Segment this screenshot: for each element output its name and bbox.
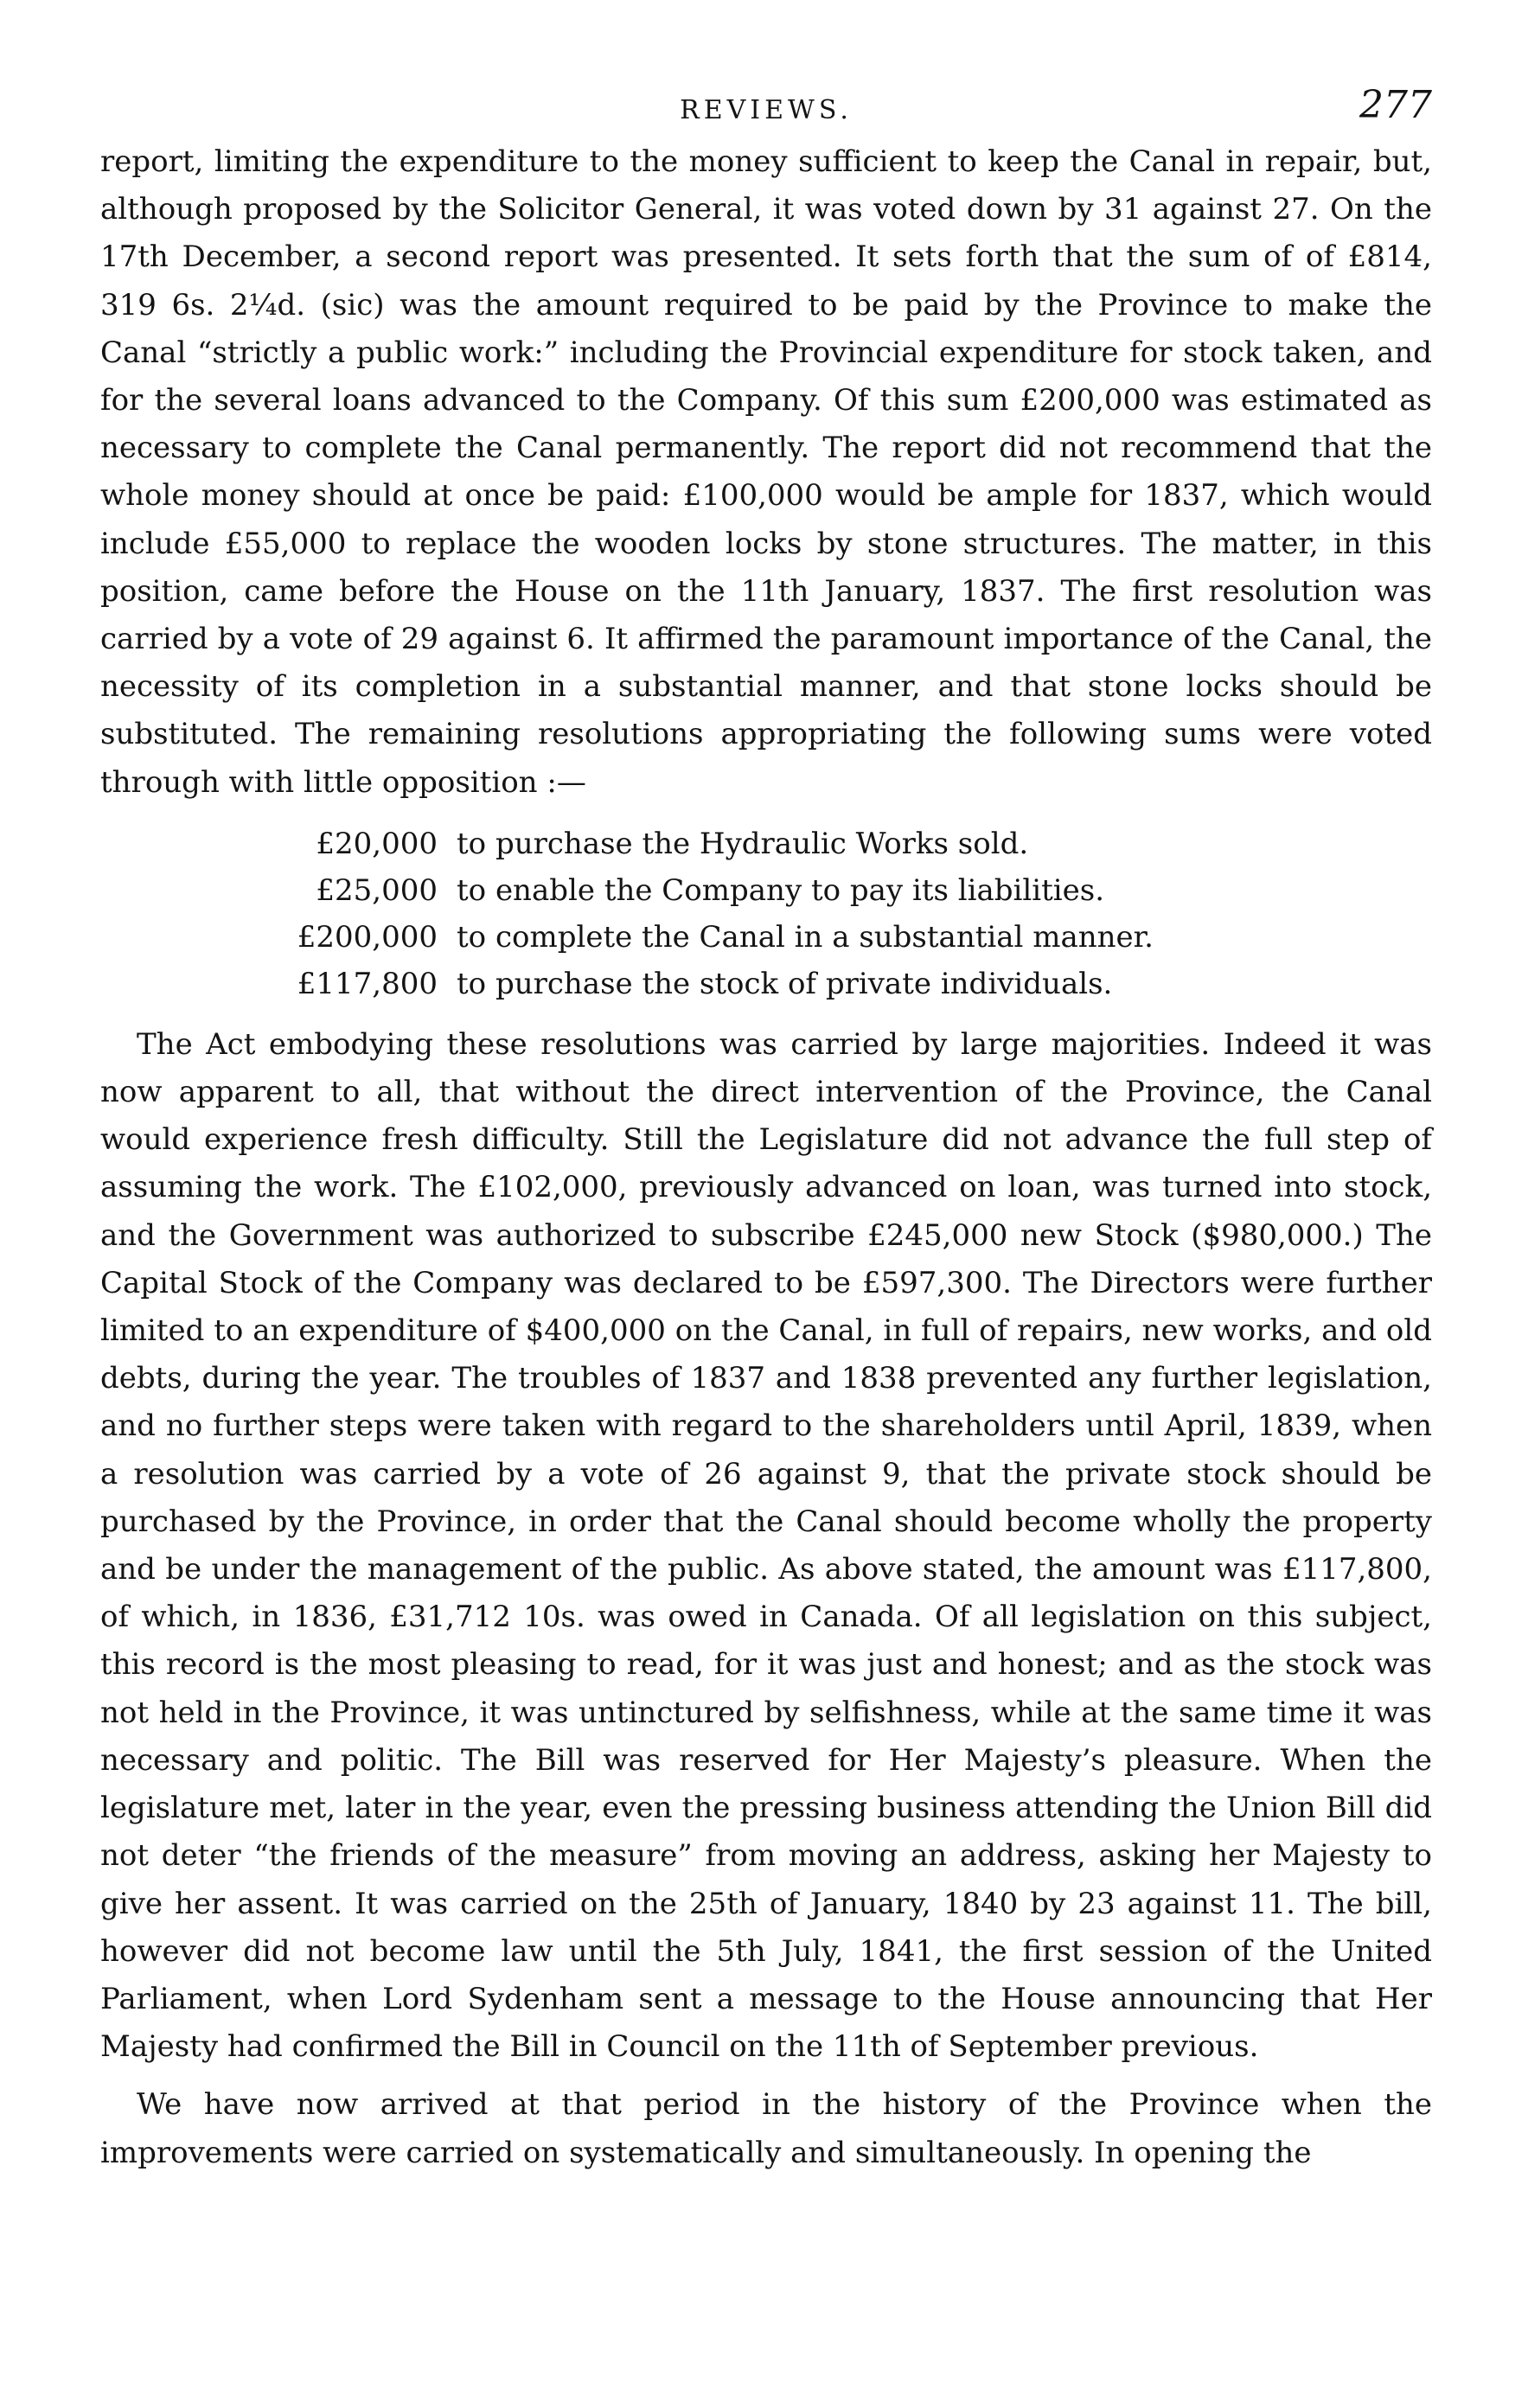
appropriation-purpose: to purchase the Hydraulic Works sold. [457, 826, 1029, 861]
paragraph-improvements: We have now arrived at that period in the history of the Province when the improvements were carried on systematically and simultaneously. In opening the [100, 2087, 1432, 2170]
paragraph-act-embodying: The Act embodying these resolutions was carried by large majorities. Indeed it was now apparent to all, that without the direct intervention of the Province, the Canal would experience fresh difficulty. Still the Legislature did not advance the full step of assuming the work. The £102,000, previously advanced on loan, was turned into stock, and the Government was authorized to subscribe £245,000 new Stock ($980,000.) The Capital Stock of the Company was declared to be £597,300. The Directors were further limited to an expenditure of $400,000 on the Canal, in full of repairs, new works, and old debts, during the year. The troubles of 1837 and 1838 prevented any further legislation, and no further steps were taken with regard to the shareholders until April, 1839, when a resolution was carried by a vote of 26 against 9, that the private stock should be purchased by the Province, in order that the Canal should become wholly the property and be under the management of the public. As above stated, the amount was £117,800, of which, in 1836, £31,712 10s. was owed in Canada. Of all legislation on this subject, this record is the most pleasing to read, for it was just and honest; and as the stock was not held in the Province, it was untinctured by selfishness, while at the same time it was necessary and politic. The Bill was reserved for Her Majesty’s pleasure. When the legislature met, later in the year, even the pressing business attending the Union Bill did not deter “the friends of the measure” from moving an address, asking her Majesty to give her assent. It was carried on the 25th of January, 1840 by 23 against 11. The bill, however did not become law until the 5th July, 1841, the first session of the United Parliament, when Lord Sydenham sent a message to the House announcing that Her Majesty had confirmed the Bill in Council on the 11th of September previous. [100, 1026, 1432, 2065]
list-item [291, 867, 1432, 914]
list-item [291, 821, 1432, 867]
appropriations-list [291, 821, 1432, 1007]
list-item [291, 961, 1432, 1007]
page [100, 83, 1432, 2177]
page-number: 277 [1359, 83, 1432, 127]
appropriation-purpose: to purchase the stock of private individuals. [457, 966, 1113, 1001]
paragraph-continued: report, limiting the expenditure to the money sufficient to keep the Canal in repair, but, although proposed by the Solicitor General, it was voted down by 31 against 27. On the 17th December, a second report was presented. It sets forth that the sum of of £814, 319 6s. 2¼d. (sic) was the amount required to be paid by the Province to make the Canal “strictly a public work:” including the Provincial expenditure for stock taken, and for the several loans advanced to the Company. Of this sum £200,000 was estimated as necessary to complete the Canal permanently. The report did not recommend that the whole money should at once be paid: £100,000 would be ample for 1837, which would include £55,000 to replace the wooden locks by stone structures. The matter, in this position, came before the House on the 11th January, 1837. The first resolution was carried by a vote of 29 against 6. It affirmed the paramount importance of the Canal, the necessity of its completion in a substantial manner, and that stone locks should be substituted. The remaining resolutions appropriating the following sums were voted through with little opposition :— [100, 144, 1432, 800]
appropriation-amount: £117,800 [297, 966, 438, 1001]
appropriation-amount: £200,000 [297, 919, 438, 955]
appropriation-amount: £20,000 [316, 826, 438, 861]
list-item [291, 914, 1432, 961]
appropriation-amount: £25,000 [316, 872, 438, 908]
appropriation-purpose: to enable the Company to pay its liabilities. [457, 872, 1105, 908]
running-head: REVIEWS. [680, 95, 853, 125]
appropriation-purpose: to complete the Canal in a substantial manner. [457, 919, 1154, 955]
page-header [100, 83, 1432, 138]
